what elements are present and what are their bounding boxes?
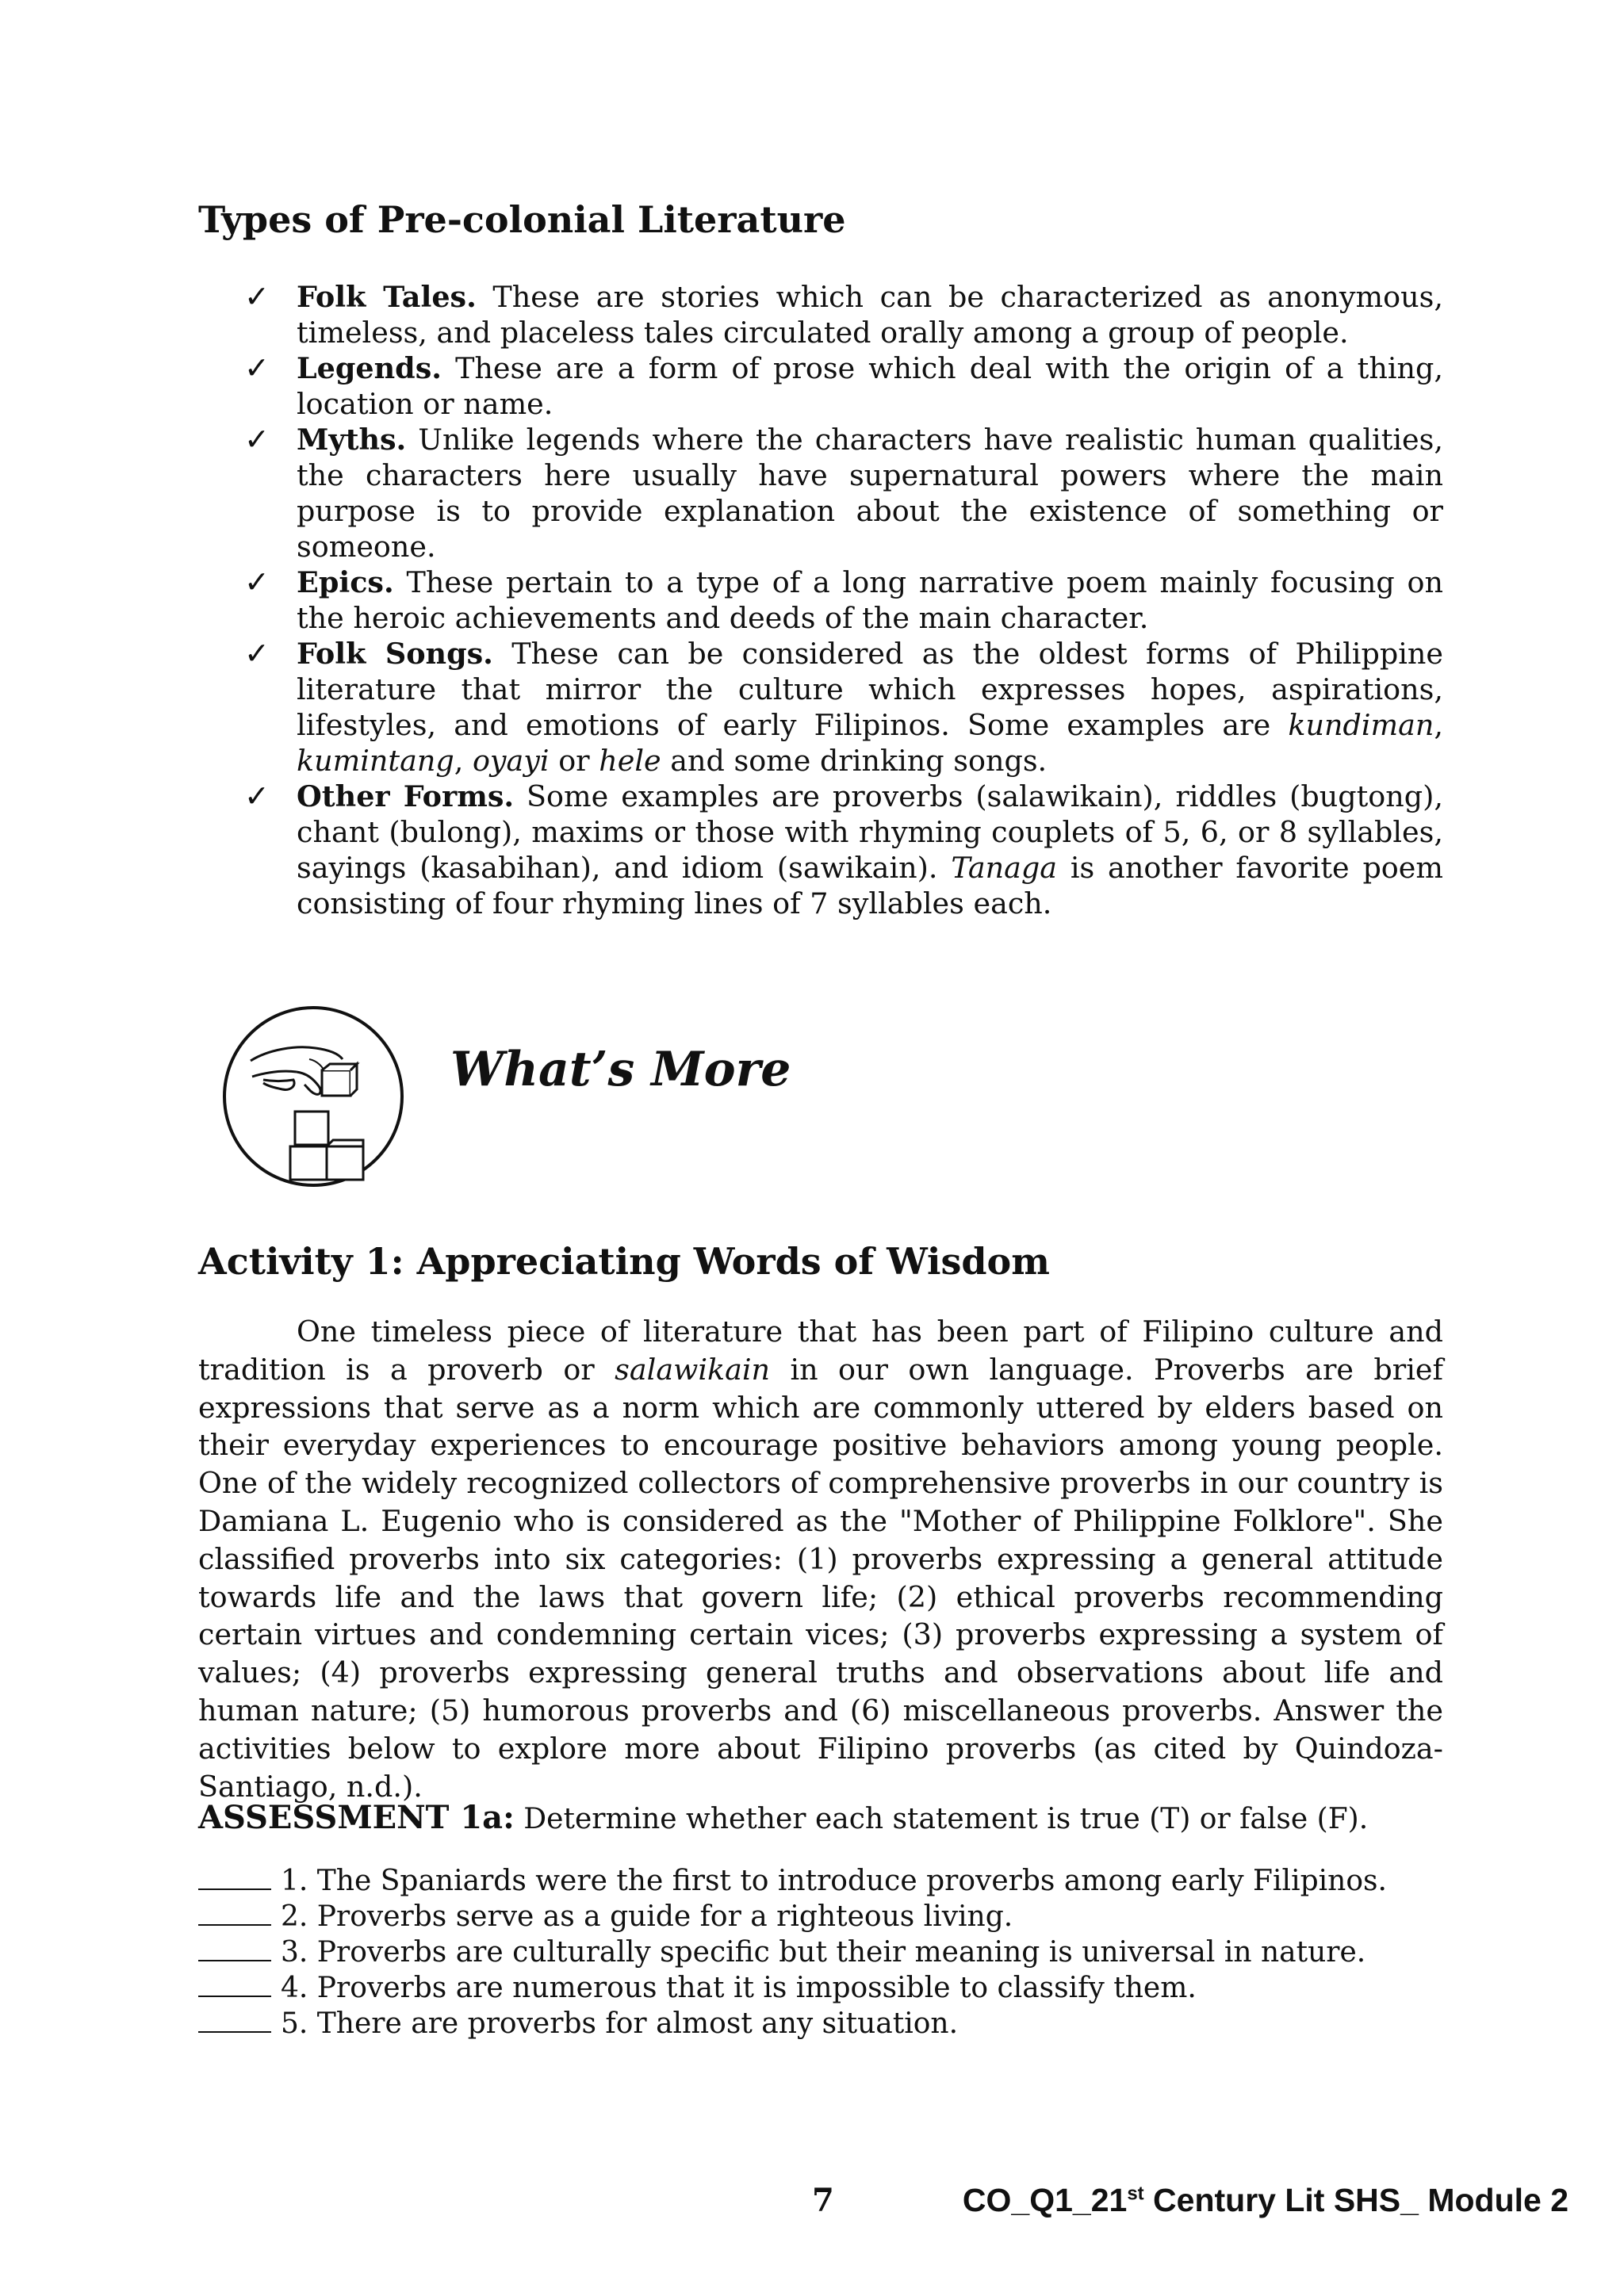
list-item: [244, 779, 1443, 921]
answer-blank[interactable]: [198, 2007, 271, 2033]
italic-term: hele: [599, 744, 661, 778]
footer-code: [963, 2182, 1568, 2219]
paragraph-text: One timeless piece of literature that has been part of Filipino culture and tradition is a proverb or: [198, 1314, 1443, 1387]
italic-term: kundiman: [1288, 708, 1434, 742]
section-heading: Types of Pre-colonial Literature: [198, 198, 846, 241]
item-term: Legends.: [297, 351, 442, 385]
item-text: is another favorite poem consisting of four rhyming lines of 7 syllables each.: [297, 851, 1443, 920]
answer-blank[interactable]: [198, 1936, 271, 1961]
item-text: These are stories which can be characterized as anonymous, timeless, and placeless tales circulated orally among a group of people.: [297, 280, 1443, 350]
page-number: 7: [812, 2182, 834, 2219]
check-icon: ✓: [244, 779, 270, 813]
separator: ,: [454, 744, 473, 778]
item-statement: 1. The Spaniards were the first to introduce proverbs among early Filipinos.: [281, 1865, 1387, 1897]
assessment-instruction: [198, 1800, 1443, 1838]
activity-paragraph: [198, 1313, 1443, 1805]
footer-code-b: Century Lit SHS_ Module 2: [1143, 2182, 1568, 2218]
item-text: and some drinking songs.: [661, 744, 1048, 778]
italic-term: Tanaga: [951, 851, 1057, 885]
separator: or: [549, 744, 599, 778]
list-item: [244, 636, 1443, 779]
italic-term: kumintang: [297, 744, 454, 778]
activity-heading: Activity 1: Appreciating Words of Wisdom: [198, 1240, 1050, 1283]
italic-term: oyayi: [472, 744, 550, 778]
item-term: Other Forms.: [297, 779, 515, 813]
whats-more-title: What’s More: [450, 1042, 791, 1097]
check-icon: ✓: [244, 422, 270, 457]
item-statement: 4. Proverbs are numerous that it is impossible to classify them.: [281, 1972, 1197, 2004]
item-text: Unlike legends where the characters have realistic human qualities, the characters here usually have supernatural powers where the main purpose is to provide explanation about the existence of something or someone.: [297, 423, 1443, 564]
list-item: [244, 564, 1443, 636]
hand-stacking-blocks-icon: [220, 1004, 406, 1189]
separator: ,: [1434, 708, 1443, 742]
literature-types-list: [244, 279, 1443, 921]
item-term: Myths.: [297, 423, 407, 457]
list-item: [244, 279, 1443, 350]
list-item: [198, 2006, 1387, 2042]
assessment-items: [198, 1863, 1387, 2042]
list-item: [244, 422, 1443, 564]
answer-blank[interactable]: [198, 1972, 271, 1997]
check-icon: ✓: [244, 636, 270, 671]
item-term: Epics.: [297, 565, 394, 599]
list-item: [198, 1934, 1387, 1970]
assessment-label: ASSESSMENT 1a:: [198, 1799, 515, 1836]
list-item: [198, 1863, 1387, 1899]
item-text: These are a form of prose which deal with the origin of a thing, location or name.: [297, 351, 1443, 421]
item-text: These can be considered as the oldest forms of Philippine literature that mirror the culture which expresses hopes, aspirations, lifestyles, and emotions of early Filipinos. Some examples are: [297, 637, 1443, 742]
list-item: [244, 350, 1443, 422]
item-statement: 2. Proverbs serve as a guide for a righteous living.: [281, 1900, 1013, 1933]
item-text: Some examples are proverbs (salawikain), riddles (bugtong), chant (bulong), maxims or those with rhyming couplets of 5, 6, or 8 syllables, sayings (kasabihan), and idiom (sawikain).: [297, 779, 1443, 885]
italic-term: salawikain: [615, 1352, 771, 1387]
list-item: [198, 1899, 1387, 1934]
answer-blank[interactable]: [198, 1865, 271, 1890]
item-statement: 5. There are proverbs for almost any situation.: [281, 2007, 959, 2040]
answer-blank[interactable]: [198, 1900, 271, 1926]
check-icon: ✓: [244, 279, 270, 314]
footer-code-sup: st: [1127, 2183, 1144, 2205]
assessment-text: Determine whether each statement is true (T) or false (F).: [514, 1803, 1369, 1835]
list-item: [198, 1970, 1387, 2006]
footer-code-a: CO_Q1_21: [962, 2182, 1128, 2218]
item-term: Folk Songs.: [297, 637, 493, 671]
paragraph-text: in our own language. Proverbs are brief expressions that serve as a norm which are commonly uttered by elders based on their everyday experiences to encourage positive behaviors among young people. One of the widely recognized collectors of comprehensive proverbs in our country is Damiana L. Eugenio who is considered as the "Mother of Philippine Folklore". She classified proverbs into six categories: (1) proverbs expressing a general attitude towards life and the laws that govern life; (2) ethical proverbs recommending certain virtues and condemning certain vices; (3) proverbs expressing a system of values; (4) proverbs expressing general truths and observations about life and human nature; (5) humorous proverbs and (6) miscellaneous proverbs. Answer the activities below to explore more about Filipino proverbs (as cited by Quindoza-Santiago, n.d.).: [198, 1352, 1443, 1804]
item-term: Folk Tales.: [297, 280, 477, 314]
check-icon: ✓: [244, 350, 270, 385]
check-icon: ✓: [244, 564, 270, 599]
item-text: These pertain to a type of a long narrative poem mainly focusing on the heroic achievements and deeds of the main character.: [297, 565, 1443, 635]
item-statement: 3. Proverbs are culturally specific but their meaning is universal in nature.: [281, 1936, 1366, 1969]
